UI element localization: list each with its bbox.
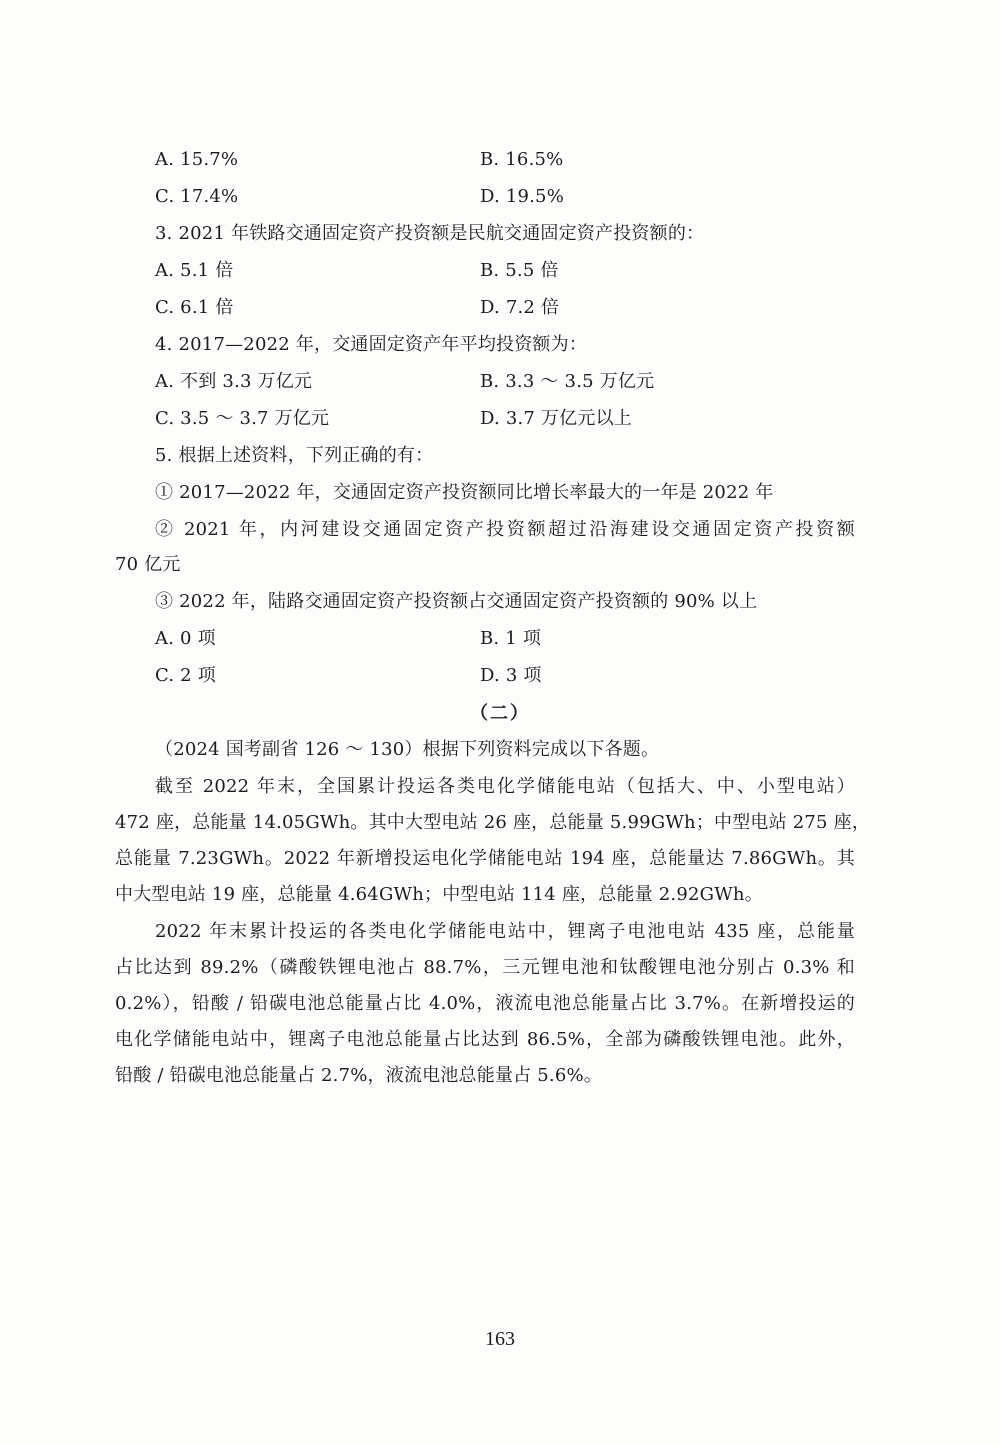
q2-option-b: B. 16.5% bbox=[480, 149, 564, 170]
material-p1-line-4: 中大型电站 19 座，总能量 4.64GWh；中型电站 114 座，总能量 2.92GWh。 bbox=[115, 884, 763, 905]
q5-option-a: A. 0 项 bbox=[155, 628, 216, 649]
material-p2-line-2: 占比达到 89.2%（磷酸铁锂电池占 88.7%，三元锂电池和钛酸锂电池分别占 0.3% 和 bbox=[115, 957, 855, 978]
q5-statement-3: ③ 2022 年，陆路交通固定资产投资额占交通固定资产投资额的 90% 以上 bbox=[155, 591, 758, 612]
material-p2-line-5: 铅酸 / 铅碳电池总能量占 2.7%，液流电池总能量占 5.6%。 bbox=[115, 1065, 603, 1086]
q4-option-d: D. 3.7 万亿元以上 bbox=[480, 408, 632, 429]
q5-option-c: C. 2 项 bbox=[155, 665, 216, 686]
q5-statement-2-line-1: ② 2021 年，内河建设交通固定资产投资额超过沿海建设交通固定资产投资额 bbox=[155, 519, 855, 540]
q3-option-c: C. 6.1 倍 bbox=[155, 297, 234, 318]
q2-option-d: D. 19.5% bbox=[480, 186, 565, 207]
material-p1-line-3: 总能量 7.23GWh。2022 年新增投运电化学储能电站 194 座，总能量达 7.86GWh。其 bbox=[115, 848, 855, 869]
q5-statement-1: ① 2017—2022 年，交通固定资产投资额同比增长率最大的一年是 2022 年 bbox=[155, 482, 774, 503]
q4-stem: 4. 2017—2022 年，交通固定资产年平均投资额为： bbox=[155, 334, 588, 355]
section-intro: （2024 国考副省 126 ～ 130）根据下列资料完成以下各题。 bbox=[155, 739, 660, 760]
q3-stem: 3. 2021 年铁路交通固定资产投资额是民航交通固定资产投资额的： bbox=[155, 223, 705, 244]
q5-statement-2-line-2: 70 亿元 bbox=[115, 554, 181, 575]
q5-option-d: D. 3 项 bbox=[480, 665, 542, 686]
q3-option-b: B. 5.5 倍 bbox=[480, 260, 559, 281]
material-p2-line-4: 电化学储能电站中，锂离子电池总能量占比达到 86.5%，全部为磷酸铁锂电池。此外， bbox=[115, 1029, 855, 1050]
q4-option-b: B. 3.3 ～ 3.5 万亿元 bbox=[480, 371, 655, 392]
section-title: （二） bbox=[470, 703, 530, 724]
q5-stem: 5. 根据上述资料，下列正确的有： bbox=[155, 445, 434, 466]
material-p1-line-2: 472 座，总能量 14.05GWh。其中大型电站 26 座，总能量 5.99GWh；中型电站 275 座， bbox=[115, 812, 871, 833]
q4-option-c: C. 3.5 ～ 3.7 万亿元 bbox=[155, 408, 330, 429]
material-p1-line-1: 截至 2022 年末，全国累计投运各类电化学储能电站（包括大、中、小型电站） bbox=[155, 776, 855, 797]
q2-option-a: A. 15.7% bbox=[155, 149, 239, 170]
q4-option-a: A. 不到 3.3 万亿元 bbox=[155, 371, 313, 392]
material-p2-line-3: 0.2%），铅酸 / 铅碳电池总能量占比 4.0%，液流电池总能量占比 3.7%。在新增投运的 bbox=[115, 993, 855, 1014]
q3-option-d: D. 7.2 倍 bbox=[480, 297, 560, 318]
page-number: 163 bbox=[485, 1328, 515, 1350]
q2-option-c: C. 17.4% bbox=[155, 186, 239, 207]
q5-option-b: B. 1 项 bbox=[480, 628, 542, 649]
q3-option-a: A. 5.1 倍 bbox=[155, 260, 234, 281]
material-p2-line-1: 2022 年末累计投运的各类电化学储能电站中，锂离子电池电站 435 座，总能量 bbox=[155, 921, 855, 942]
